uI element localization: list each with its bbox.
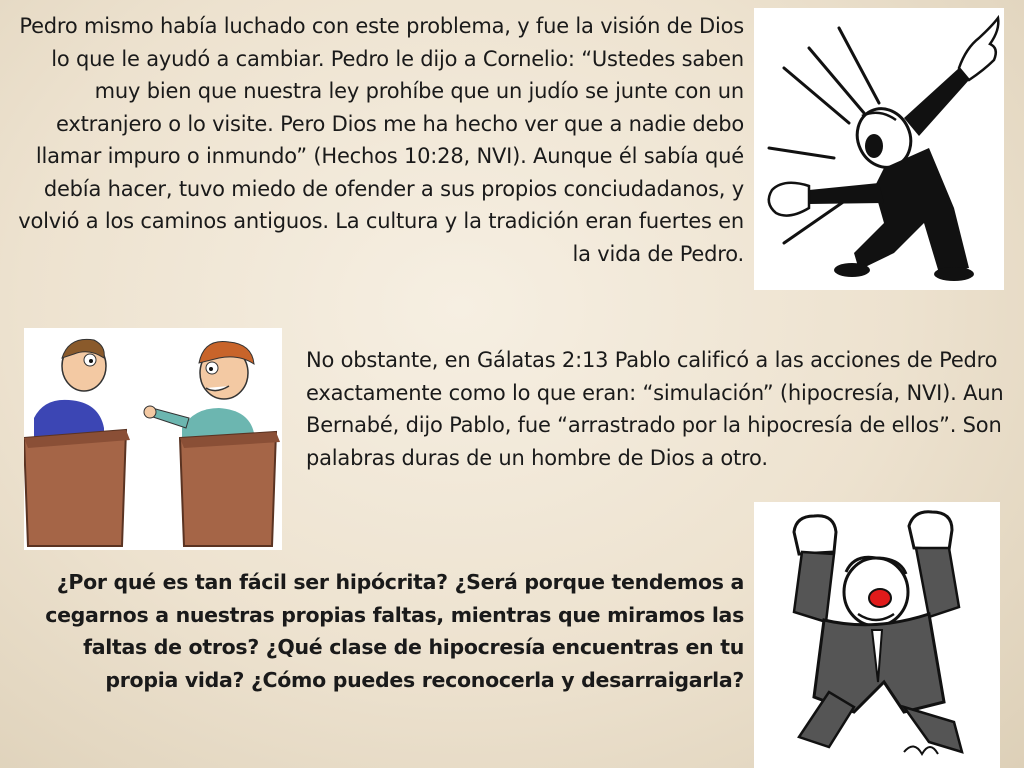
- paragraph-peter-vision: Pedro mismo había luchado con este problema, y fue la visión de Dios lo que le ayudó a cambiar. Pedro le dijo a Cornelio: “Ustedes saben muy bien que nuestra ley prohíbe que un judío se junte con un extranjero o lo visite. Pero Dios me ha hecho ver que a nadie debo llamar impuro o inmundo” (Hechos 10:28, NVI). Aunque él sabía qué debía hacer, tuvo miedo de ofender a sus propios conciudadanos, y volvió a los caminos antiguos. La cultura y la tradición eran fuertes en la vida de Pedro.: [18, 14, 744, 266]
- paragraph-galatians: No obstante, en Gálatas 2:13 Pablo calificó a las acciones de Pedro exactamente como lo que eran: “simulación” (hipocresía, NVI). Aun Bernabé, dijo Pablo, fue “arrastrado por la hipocresía de ellos”. Son palabras duras de un hombre de Dios a otro.: [306, 348, 1004, 470]
- debate-podiums-illustration: [24, 328, 282, 550]
- angry-man-illustration: [754, 502, 1000, 768]
- paragraph-reflection-questions: ¿Por qué es tan fácil ser hipócrita? ¿Será porque tendemos a cegarnos a nuestras propias faltas, mientras que miramos las faltas de otros? ¿Qué clase de hipocresía encuentras en tu propia vida? ¿Cómo puedes reconocerla y desarraigarla?: [45, 570, 744, 692]
- shouting-man-illustration: [754, 8, 1004, 290]
